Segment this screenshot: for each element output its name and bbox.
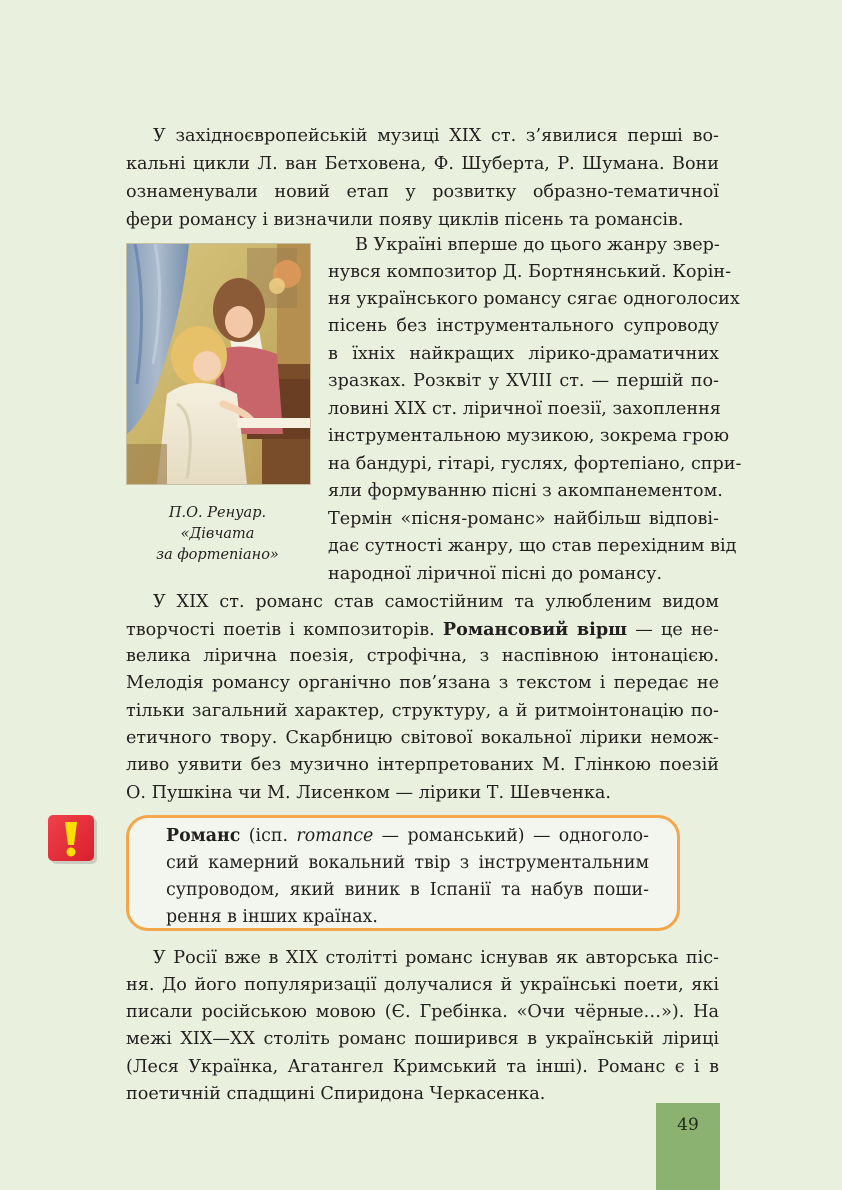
text-line <box>166 823 649 850</box>
text-line: тільки загальний характер, структуру, а й ритмоінтонацію по- <box>126 701 719 721</box>
page-number: 49 <box>677 1115 699 1135</box>
definition-box <box>126 815 680 931</box>
text-line: етичного твору. Скарбницю світової вокальної лірики немож- <box>126 728 719 748</box>
text-line: інструментальною музикою, зокрема грою <box>328 426 730 446</box>
text-line: (Леся Українка, Агатангел Кримський та інші). Романс є і в <box>126 1057 719 1077</box>
page-number-tab <box>656 1103 720 1190</box>
text-line: фери романсу і визначили появу циклів пісень та романсів. <box>126 210 684 230</box>
text-span: — романський) — одноголо- <box>373 826 649 846</box>
text-span: — це не- <box>627 620 719 640</box>
text-line: поетичній спадщині Спиридона Черкасенка. <box>126 1084 546 1104</box>
text-line: кальні цикли Л. ван Бетховена, Ф. Шуберта, Р. Шумана. Вони <box>126 154 719 174</box>
text-line: межі XIX—XX століть романс поширився в українській ліриці <box>126 1029 719 1049</box>
exclamation-icon <box>48 815 94 861</box>
text-span: romance <box>296 826 374 846</box>
text-line: ловині XIX ст. ліричної поезії, захоплення <box>328 399 721 419</box>
caption-title: за фортепіано» <box>156 547 279 563</box>
text-line: народної ліричної пісні до романсу. <box>328 564 663 584</box>
text-line: яли формуванню пісні з акомпанементом. <box>328 481 723 501</box>
text-line: ня українського романсу сягає одноголосих <box>328 289 740 309</box>
text-line: дає сутності жанру, що став перехідним від <box>328 536 737 556</box>
text-line: на бандурі, гітарі, гуслях, фортепіано, спри- <box>328 454 742 474</box>
text-span: (ісп. <box>240 826 297 846</box>
painting-image <box>126 243 311 485</box>
exclamation-icon-glyph <box>48 815 94 861</box>
term-romance-verse: Романсовий вірш <box>442 619 628 640</box>
text-line: ознаменували новий етап у розвитку образно-тематичної <box>126 182 719 202</box>
text-line: ня. До його популяризації долучалися й українські поети, які <box>126 975 719 995</box>
caption-author: П.О. Ренуар. <box>168 505 267 521</box>
text-line: ливо уявити без музично інтерпретованих М. Глінкою поезій <box>126 755 719 775</box>
painting-caption <box>130 503 305 566</box>
text-line: в їхніх найкращих лірико-драматичних <box>328 344 719 364</box>
painting-girls-at-piano <box>127 244 310 484</box>
text-line: рення в інших країнах. <box>166 907 378 927</box>
text-line: У західноєвропейській музиці XIX ст. з’явилися перші во- <box>153 126 719 146</box>
text-line: писали російською мовою (Є. Гребінка. «Очи чёрные…»). На <box>126 1002 719 1022</box>
text-line <box>126 616 719 644</box>
text-line: пісень без інструментального супроводу <box>328 316 719 336</box>
definition-term: Романс <box>166 826 241 846</box>
text-line: Термін «пісня-романс» найбільш відпові- <box>328 509 719 529</box>
text-line: супроводом, який виник в Іспанії та набув поши- <box>166 880 649 900</box>
text-line: нувся композитор Д. Бортнянський. Корін- <box>328 262 732 282</box>
caption-title: «Дівчата <box>180 526 255 542</box>
text-line: Мелодія романсу органічно пов’язана з текстом і передає не <box>126 673 719 693</box>
text-line: У Росії вже в XIX столітті романс існував як авторська піс- <box>153 948 719 968</box>
text-line: велика лірична поезія, строфічна, з наспівною інтонацією. <box>126 646 719 666</box>
text-line: О. Пушкіна чи М. Лисенком — лірики Т. Шевченка. <box>126 783 611 803</box>
text-line: В Україні вперше до цього жанру звер- <box>355 235 720 255</box>
text-line: сий камерний вокальний твір з інструментальним <box>166 853 649 873</box>
text-line: зразках. Розквіт у XVIII ст. — першій по- <box>328 371 719 391</box>
text-span: творчості поетів і композиторів. <box>126 620 443 640</box>
text-line: У XIX ст. романс став самостійним та улюбленим видом <box>153 592 719 612</box>
